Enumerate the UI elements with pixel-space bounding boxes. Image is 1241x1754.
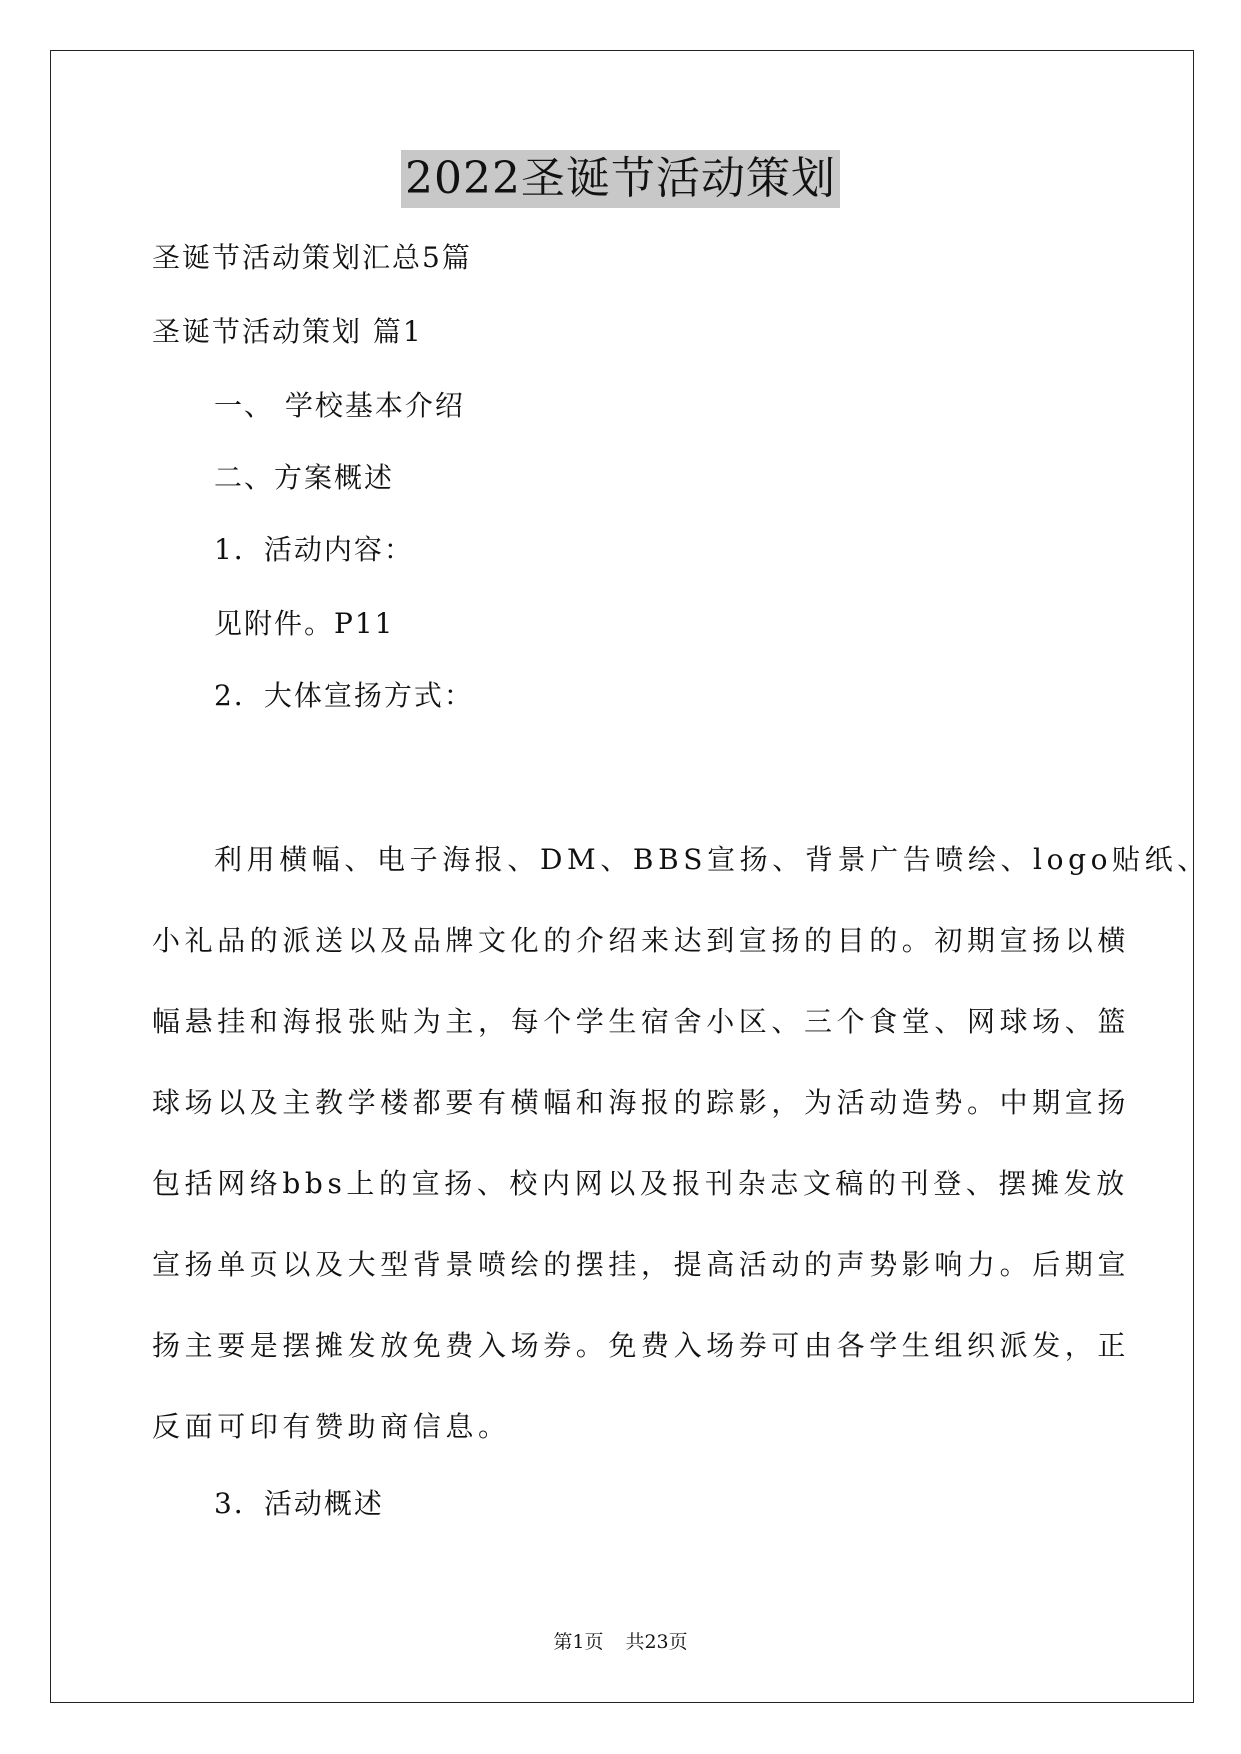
page-number: 第1页 (553, 1631, 604, 1653)
outline-item-2: 二、方案概述 (214, 461, 395, 494)
paragraph-line: 幅悬挂和海报张贴为主，每个学生宿舍小区、三个食堂、网球场、篮 (152, 1005, 1131, 1038)
paragraph-line: 包括网络bbs上的宣扬、校内网以及报刊杂志文稿的刊登、摆摊发放 (152, 1167, 1129, 1200)
paragraph-line: 小礼品的派送以及品牌文化的介绍来达到宣扬的目的。初期宣扬以横 (152, 924, 1131, 957)
page-footer (0, 1630, 1241, 1654)
page-total: 共23页 (625, 1631, 688, 1653)
section-heading: 圣诞节活动策划 篇1 (152, 315, 423, 348)
sub-item-2: 2．大体宣扬方式： (214, 679, 474, 712)
summary-line: 圣诞节活动策划汇总5篇 (152, 241, 472, 274)
paragraph-line: 扬主要是摆摊发放免费入场券。免费入场券可由各学生组织派发，正 (152, 1329, 1131, 1362)
promotion-paragraph (152, 840, 1210, 1488)
paragraph-line: 利用横幅、电子海报、DM、BBS宣扬、背景广告喷绘、logo贴纸、 (214, 843, 1210, 876)
attachment-note: 见附件。P11 (214, 607, 395, 640)
sub-item-1: 1．活动内容： (214, 533, 414, 566)
title-container (0, 150, 1241, 208)
document-title: 2022圣诞节活动策划 (401, 150, 840, 208)
paragraph-line: 宣扬单页以及大型背景喷绘的摆挂，提高活动的声势影响力。后期宣 (152, 1248, 1131, 1281)
sub-item-3: 3．活动概述 (214, 1487, 384, 1520)
outline-item-1: 一、 学校基本介绍 (214, 389, 465, 422)
paragraph-line: 球场以及主教学楼都要有横幅和海报的踪影，为活动造势。中期宣扬 (152, 1086, 1131, 1119)
paragraph-line: 反面可印有赞助商信息。 (152, 1410, 511, 1443)
